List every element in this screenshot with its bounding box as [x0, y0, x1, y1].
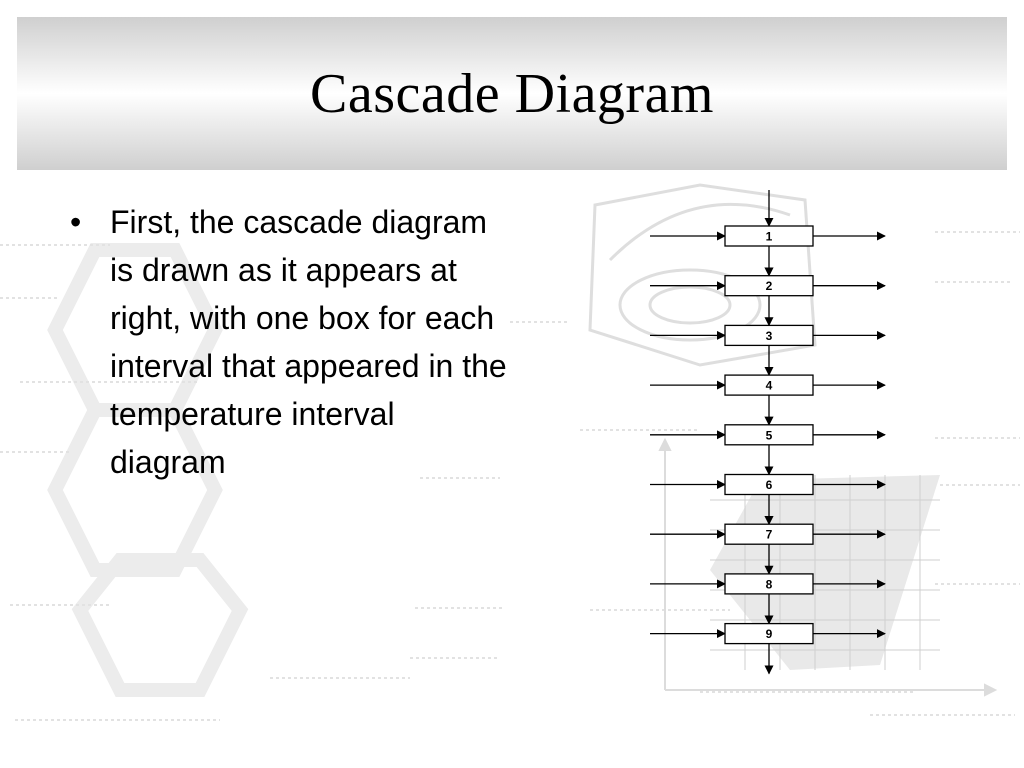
- slide-title: Cascade Diagram: [310, 62, 714, 125]
- interval-box-label: 1: [765, 229, 773, 244]
- cascade-diagram: [640, 190, 900, 680]
- cascade-diagram-body: [650, 190, 885, 674]
- bullet-item: [70, 198, 510, 486]
- bullet-icon: •: [70, 204, 82, 240]
- title-banner: [17, 17, 1007, 170]
- bullet-text: First, the cascade diagram is drawn as it appears at right, with one box for each interval that appeared in the temperature interval diagram: [110, 204, 507, 480]
- interval-box-label: 4: [765, 378, 773, 393]
- interval-box-label: 9: [765, 627, 773, 642]
- interval-box-label: 2: [765, 279, 773, 294]
- interval-box-label: 3: [765, 328, 773, 343]
- interval-box-label: 8: [765, 577, 773, 592]
- interval-box-label: 5: [765, 428, 773, 443]
- interval-box-label: 7: [765, 527, 773, 542]
- interval-box-label: 6: [765, 478, 773, 492]
- bullet-list: [70, 198, 510, 486]
